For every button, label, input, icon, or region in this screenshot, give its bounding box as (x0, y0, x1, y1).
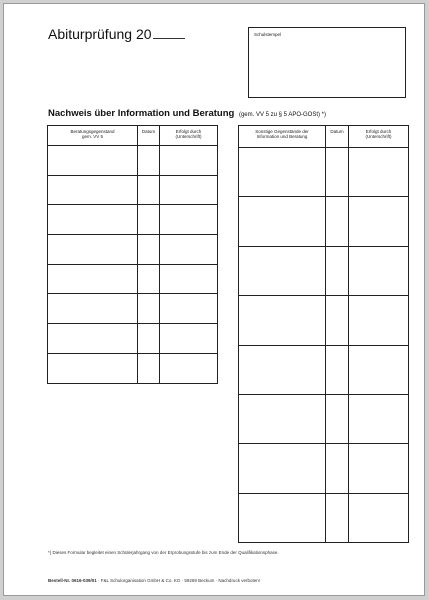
footnote: *) Dieses Formular begleitet einen Schülerjahrgang von der Erprobungsstufe bis zum Ende der Qualifikationsphase. (48, 550, 279, 555)
topic-cell[interactable] (48, 146, 138, 176)
table-row (48, 205, 218, 235)
signature-cell[interactable] (160, 235, 218, 265)
date-cell[interactable] (138, 205, 160, 235)
counseling-topics-table (47, 125, 218, 384)
school-stamp-label: Schulstempel (254, 32, 282, 37)
signature-cell[interactable] (349, 444, 409, 493)
title-text: Abiturprüfung 20 (48, 26, 152, 42)
signature-cell[interactable] (349, 197, 409, 246)
table-row (239, 148, 409, 197)
table-row (239, 246, 409, 295)
signature-cell[interactable] (349, 394, 409, 443)
topic-cell[interactable] (48, 264, 138, 294)
signature-cell[interactable] (160, 264, 218, 294)
topic-cell[interactable] (48, 324, 138, 354)
form-heading-main: Nachweis über Information und Beratung (48, 108, 235, 119)
date-cell[interactable] (326, 246, 349, 295)
topic-cell[interactable] (239, 394, 326, 443)
topic-cell[interactable] (48, 353, 138, 383)
topic-cell[interactable] (239, 493, 326, 542)
date-cell[interactable] (138, 146, 160, 176)
date-cell[interactable] (326, 148, 349, 197)
topic-cell[interactable] (48, 294, 138, 324)
signature-cell[interactable] (349, 345, 409, 394)
signature-cell[interactable] (160, 294, 218, 324)
form-heading (48, 108, 326, 119)
table-row (48, 264, 218, 294)
topic-cell[interactable] (239, 296, 326, 345)
order-info (48, 578, 260, 583)
column-header-other-topic: Sonstige Gegenstände der Information und Beratung (239, 126, 326, 148)
table-row (48, 324, 218, 354)
document-page (3, 3, 425, 596)
table-row (239, 345, 409, 394)
topic-cell[interactable] (48, 235, 138, 265)
signature-cell[interactable] (349, 296, 409, 345)
date-cell[interactable] (138, 175, 160, 205)
column-header-date: Datum (138, 126, 160, 146)
form-heading-sub: (gem. VV 5 zu § 5 APO-GOSt) *) (238, 112, 326, 118)
table-row (48, 175, 218, 205)
table-row (239, 296, 409, 345)
date-cell[interactable] (138, 353, 160, 383)
table-header-row (48, 126, 218, 146)
signature-cell[interactable] (349, 148, 409, 197)
publisher-text: · F&L Schulorganisation GmbH & Co. KG · 59269 Beckum · Nachdruck verboten! (96, 578, 260, 583)
table-row (239, 394, 409, 443)
table-row (48, 353, 218, 383)
date-cell[interactable] (326, 394, 349, 443)
topic-cell[interactable] (239, 345, 326, 394)
column-header-date: Datum (326, 126, 349, 148)
date-cell[interactable] (326, 444, 349, 493)
topic-cell[interactable] (239, 197, 326, 246)
column-header-signature: Erfolgt durch (Unterschrift) (349, 126, 409, 148)
order-number: Bestell-Nr. 0616-039/01 (48, 578, 97, 583)
school-stamp-box (248, 27, 406, 98)
date-cell[interactable] (138, 235, 160, 265)
signature-cell[interactable] (160, 175, 218, 205)
signature-cell[interactable] (349, 246, 409, 295)
table-row (48, 146, 218, 176)
other-topics-table (238, 125, 409, 543)
signature-cell[interactable] (160, 205, 218, 235)
signature-cell[interactable] (160, 146, 218, 176)
column-header-signature: Erfolgt durch (Unterschrift) (160, 126, 218, 146)
date-cell[interactable] (138, 264, 160, 294)
table-row (48, 235, 218, 265)
date-cell[interactable] (326, 493, 349, 542)
date-cell[interactable] (326, 345, 349, 394)
table-header-row (239, 126, 409, 148)
topic-cell[interactable] (239, 148, 326, 197)
topic-cell[interactable] (48, 175, 138, 205)
table-row (48, 294, 218, 324)
table-row (239, 493, 409, 542)
topic-cell[interactable] (48, 205, 138, 235)
table-row (239, 444, 409, 493)
year-blank-line (153, 26, 185, 39)
table-row (239, 197, 409, 246)
signature-cell[interactable] (160, 353, 218, 383)
signature-cell[interactable] (160, 324, 218, 354)
topic-cell[interactable] (239, 444, 326, 493)
page-title (48, 26, 185, 42)
date-cell[interactable] (326, 296, 349, 345)
date-cell[interactable] (326, 197, 349, 246)
column-header-topic: Beratungsgegenstand gem. VV 5 (48, 126, 138, 146)
topic-cell[interactable] (239, 246, 326, 295)
date-cell[interactable] (138, 294, 160, 324)
date-cell[interactable] (138, 324, 160, 354)
signature-cell[interactable] (349, 493, 409, 542)
